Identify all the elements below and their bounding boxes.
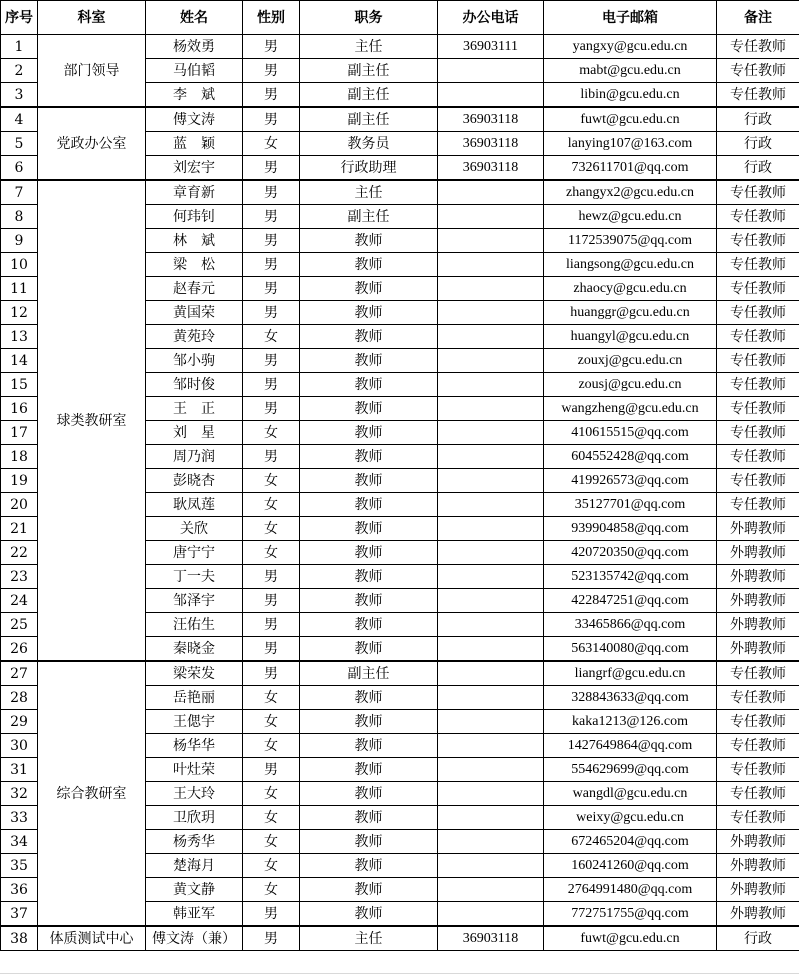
cell-position[interactable]: 教师 xyxy=(300,637,438,662)
cell-no[interactable]: 4 xyxy=(1,107,38,132)
cell-no[interactable]: 16 xyxy=(1,397,38,421)
cell-note[interactable]: 行政 xyxy=(717,926,799,951)
cell-position[interactable]: 教师 xyxy=(300,469,438,493)
cell-name[interactable]: 耿凤莲 xyxy=(146,493,243,517)
cell-gender[interactable]: 男 xyxy=(243,445,300,469)
cell-email[interactable]: 410615515@qq.com xyxy=(544,421,717,445)
cell-gender[interactable]: 女 xyxy=(243,806,300,830)
cell-no[interactable]: 25 xyxy=(1,613,38,637)
cell-phone[interactable] xyxy=(438,373,544,397)
cell-gender[interactable]: 男 xyxy=(243,758,300,782)
cell-email[interactable]: 328843633@qq.com xyxy=(544,686,717,710)
cell-phone[interactable] xyxy=(438,830,544,854)
header-cell-note[interactable]: 备注 xyxy=(717,1,799,35)
cell-name[interactable]: 李 斌 xyxy=(146,83,243,108)
cell-gender[interactable]: 男 xyxy=(243,83,300,108)
cell-phone[interactable] xyxy=(438,205,544,229)
cell-phone[interactable] xyxy=(438,854,544,878)
cell-position[interactable]: 教师 xyxy=(300,565,438,589)
cell-email[interactable]: 1427649864@qq.com xyxy=(544,734,717,758)
cell-gender[interactable]: 男 xyxy=(243,205,300,229)
cell-note[interactable]: 外聘教师 xyxy=(717,830,799,854)
cell-phone[interactable]: 36903118 xyxy=(438,926,544,951)
cell-email[interactable]: 420720350@qq.com xyxy=(544,541,717,565)
cell-note[interactable]: 外聘教师 xyxy=(717,902,799,927)
cell-no[interactable]: 21 xyxy=(1,517,38,541)
cell-note[interactable]: 专任教师 xyxy=(717,806,799,830)
cell-phone[interactable] xyxy=(438,589,544,613)
cell-email[interactable]: fuwt@gcu.edu.cn xyxy=(544,107,717,132)
cell-position[interactable]: 教师 xyxy=(300,710,438,734)
cell-no[interactable]: 23 xyxy=(1,565,38,589)
cell-note[interactable]: 专任教师 xyxy=(717,493,799,517)
cell-no[interactable]: 8 xyxy=(1,205,38,229)
cell-phone[interactable] xyxy=(438,637,544,662)
cell-name[interactable]: 岳艳丽 xyxy=(146,686,243,710)
cell-gender[interactable]: 女 xyxy=(243,325,300,349)
cell-gender[interactable]: 男 xyxy=(243,59,300,83)
cell-no[interactable]: 6 xyxy=(1,156,38,181)
cell-name[interactable]: 黄文静 xyxy=(146,878,243,902)
cell-note[interactable]: 行政 xyxy=(717,156,799,181)
cell-gender[interactable]: 男 xyxy=(243,661,300,686)
cell-name[interactable]: 赵春元 xyxy=(146,277,243,301)
cell-email[interactable]: mabt@gcu.edu.cn xyxy=(544,59,717,83)
cell-gender[interactable]: 男 xyxy=(243,277,300,301)
cell-no[interactable]: 13 xyxy=(1,325,38,349)
table-row xyxy=(1,35,799,59)
cell-name[interactable]: 杨华华 xyxy=(146,734,243,758)
cell-gender[interactable]: 男 xyxy=(243,253,300,277)
cell-position[interactable]: 教师 xyxy=(300,349,438,373)
cell-no[interactable]: 37 xyxy=(1,902,38,927)
table-row xyxy=(1,107,799,132)
cell-gender[interactable]: 女 xyxy=(243,854,300,878)
cell-no[interactable]: 7 xyxy=(1,180,38,205)
cell-note[interactable]: 专任教师 xyxy=(717,373,799,397)
cell-email[interactable]: 523135742@qq.com xyxy=(544,565,717,589)
cell-no[interactable]: 22 xyxy=(1,541,38,565)
cell-phone[interactable] xyxy=(438,421,544,445)
cell-position[interactable]: 教师 xyxy=(300,301,438,325)
cell-name[interactable]: 关欣 xyxy=(146,517,243,541)
cell-position[interactable]: 教师 xyxy=(300,541,438,565)
cell-no[interactable]: 2 xyxy=(1,59,38,83)
cell-gender[interactable]: 男 xyxy=(243,301,300,325)
cell-no[interactable]: 3 xyxy=(1,83,38,108)
cell-email[interactable]: zousj@gcu.edu.cn xyxy=(544,373,717,397)
cell-position[interactable]: 主任 xyxy=(300,35,438,59)
cell-no[interactable]: 31 xyxy=(1,758,38,782)
cell-email[interactable]: 1172539075@qq.com xyxy=(544,229,717,253)
cell-email[interactable]: lanying107@163.com xyxy=(544,132,717,156)
cell-note[interactable]: 行政 xyxy=(717,132,799,156)
cell-no[interactable]: 5 xyxy=(1,132,38,156)
cell-gender[interactable]: 男 xyxy=(243,613,300,637)
cell-note[interactable]: 专任教师 xyxy=(717,782,799,806)
cell-email[interactable]: 419926573@qq.com xyxy=(544,469,717,493)
cell-dept[interactable]: 部门领导 xyxy=(38,35,146,108)
cell-no[interactable]: 30 xyxy=(1,734,38,758)
cell-email[interactable]: huanggr@gcu.edu.cn xyxy=(544,301,717,325)
cell-no[interactable]: 12 xyxy=(1,301,38,325)
cell-note[interactable]: 专任教师 xyxy=(717,661,799,686)
cell-position[interactable]: 教师 xyxy=(300,253,438,277)
cell-phone[interactable]: 36903111 xyxy=(438,35,544,59)
cell-email[interactable]: 33465866@qq.com xyxy=(544,613,717,637)
cell-email[interactable]: 554629699@qq.com xyxy=(544,758,717,782)
cell-email[interactable]: 35127701@qq.com xyxy=(544,493,717,517)
cell-note[interactable]: 外聘教师 xyxy=(717,517,799,541)
cell-phone[interactable] xyxy=(438,517,544,541)
cell-phone[interactable] xyxy=(438,806,544,830)
cell-no[interactable]: 9 xyxy=(1,229,38,253)
cell-position[interactable]: 教师 xyxy=(300,782,438,806)
cell-no[interactable]: 17 xyxy=(1,421,38,445)
cell-position[interactable]: 教师 xyxy=(300,229,438,253)
cell-phone[interactable] xyxy=(438,902,544,927)
cell-no[interactable]: 32 xyxy=(1,782,38,806)
cell-note[interactable]: 外聘教师 xyxy=(717,854,799,878)
cell-name[interactable]: 王偲宇 xyxy=(146,710,243,734)
cell-name[interactable]: 黄苑玲 xyxy=(146,325,243,349)
header-cell-name[interactable]: 姓名 xyxy=(146,1,243,35)
cell-position[interactable]: 副主任 xyxy=(300,83,438,108)
cell-no[interactable]: 10 xyxy=(1,253,38,277)
cell-note[interactable]: 专任教师 xyxy=(717,205,799,229)
cell-name[interactable]: 周乃润 xyxy=(146,445,243,469)
cell-phone[interactable]: 36903118 xyxy=(438,132,544,156)
cell-email[interactable]: 939904858@qq.com xyxy=(544,517,717,541)
cell-note[interactable]: 外聘教师 xyxy=(717,637,799,662)
header-cell-position[interactable]: 职务 xyxy=(300,1,438,35)
cell-position[interactable]: 副主任 xyxy=(300,59,438,83)
header-row xyxy=(1,1,799,35)
cell-phone[interactable] xyxy=(438,710,544,734)
cell-email[interactable]: 672465204@qq.com xyxy=(544,830,717,854)
cell-no[interactable]: 29 xyxy=(1,710,38,734)
cell-phone[interactable] xyxy=(438,565,544,589)
cell-note[interactable]: 专任教师 xyxy=(717,277,799,301)
cell-gender[interactable]: 男 xyxy=(243,373,300,397)
cell-email[interactable]: 2764991480@qq.com xyxy=(544,878,717,902)
cell-phone[interactable] xyxy=(438,469,544,493)
cell-phone[interactable] xyxy=(438,180,544,205)
cell-note[interactable]: 专任教师 xyxy=(717,710,799,734)
cell-name[interactable]: 邹小驹 xyxy=(146,349,243,373)
cell-gender[interactable]: 男 xyxy=(243,107,300,132)
cell-email[interactable]: wangdl@gcu.edu.cn xyxy=(544,782,717,806)
cell-phone[interactable] xyxy=(438,613,544,637)
cell-email[interactable]: huangyl@gcu.edu.cn xyxy=(544,325,717,349)
cell-phone[interactable] xyxy=(438,253,544,277)
cell-name[interactable]: 章育新 xyxy=(146,180,243,205)
cell-gender[interactable]: 男 xyxy=(243,926,300,951)
cell-position[interactable]: 主任 xyxy=(300,926,438,951)
cell-gender[interactable]: 男 xyxy=(243,397,300,421)
cell-no[interactable]: 20 xyxy=(1,493,38,517)
cell-email[interactable]: 772751755@qq.com xyxy=(544,902,717,927)
cell-gender[interactable]: 男 xyxy=(243,565,300,589)
table-body xyxy=(1,35,799,951)
cell-phone[interactable]: 36903118 xyxy=(438,107,544,132)
table-row xyxy=(1,180,799,205)
cell-name[interactable]: 梁荣发 xyxy=(146,661,243,686)
cell-name[interactable]: 汪佑生 xyxy=(146,613,243,637)
cell-gender[interactable]: 男 xyxy=(243,35,300,59)
cell-name[interactable]: 何玮钊 xyxy=(146,205,243,229)
cell-phone[interactable] xyxy=(438,878,544,902)
cell-position[interactable]: 副主任 xyxy=(300,661,438,686)
cell-note[interactable]: 外聘教师 xyxy=(717,589,799,613)
cell-note[interactable]: 专任教师 xyxy=(717,421,799,445)
cell-name[interactable]: 梁 松 xyxy=(146,253,243,277)
cell-phone[interactable] xyxy=(438,445,544,469)
cell-note[interactable]: 专任教师 xyxy=(717,686,799,710)
cell-dept[interactable]: 体质测试中心 xyxy=(38,926,146,951)
cell-gender[interactable]: 女 xyxy=(243,734,300,758)
cell-email[interactable]: 732611701@qq.com xyxy=(544,156,717,181)
cell-email[interactable]: hewz@gcu.edu.cn xyxy=(544,205,717,229)
cell-dept[interactable]: 综合教研室 xyxy=(38,661,146,926)
cell-name[interactable]: 黄国荣 xyxy=(146,301,243,325)
cell-email[interactable]: libin@gcu.edu.cn xyxy=(544,83,717,108)
cell-note[interactable]: 外聘教师 xyxy=(717,613,799,637)
cell-gender[interactable]: 男 xyxy=(243,589,300,613)
cell-email[interactable]: kaka1213@126.com xyxy=(544,710,717,734)
cell-phone[interactable] xyxy=(438,349,544,373)
cell-gender[interactable]: 女 xyxy=(243,493,300,517)
cell-phone[interactable] xyxy=(438,229,544,253)
cell-note[interactable]: 专任教师 xyxy=(717,758,799,782)
cell-note[interactable]: 专任教师 xyxy=(717,469,799,493)
cell-gender[interactable]: 女 xyxy=(243,878,300,902)
cell-phone[interactable]: 36903118 xyxy=(438,156,544,181)
cell-no[interactable]: 11 xyxy=(1,277,38,301)
cell-gender[interactable]: 女 xyxy=(243,469,300,493)
cell-gender[interactable]: 男 xyxy=(243,180,300,205)
cell-note[interactable]: 外聘教师 xyxy=(717,878,799,902)
cell-no[interactable]: 34 xyxy=(1,830,38,854)
cell-note[interactable]: 专任教师 xyxy=(717,349,799,373)
cell-phone[interactable] xyxy=(438,541,544,565)
cell-no[interactable]: 14 xyxy=(1,349,38,373)
cell-phone[interactable] xyxy=(438,758,544,782)
cell-phone[interactable] xyxy=(438,782,544,806)
cell-dept[interactable]: 党政办公室 xyxy=(38,107,146,180)
cell-email[interactable]: 160241260@qq.com xyxy=(544,854,717,878)
cell-email[interactable]: liangrf@gcu.edu.cn xyxy=(544,661,717,686)
cell-no[interactable]: 18 xyxy=(1,445,38,469)
cell-position[interactable]: 教师 xyxy=(300,277,438,301)
cell-no[interactable]: 26 xyxy=(1,637,38,662)
cell-no[interactable]: 15 xyxy=(1,373,38,397)
cell-position[interactable]: 副主任 xyxy=(300,107,438,132)
header-cell-dept[interactable]: 科室 xyxy=(38,1,146,35)
cell-email[interactable]: zhaocy@gcu.edu.cn xyxy=(544,277,717,301)
cell-phone[interactable] xyxy=(438,301,544,325)
cell-name[interactable]: 丁一夫 xyxy=(146,565,243,589)
cell-gender[interactable]: 男 xyxy=(243,902,300,927)
cell-name[interactable]: 楚海月 xyxy=(146,854,243,878)
header-cell-phone[interactable]: 办公电话 xyxy=(438,1,544,35)
cell-email[interactable]: 563140080@qq.com xyxy=(544,637,717,662)
cell-note[interactable]: 专任教师 xyxy=(717,229,799,253)
cell-dept[interactable]: 球类教研室 xyxy=(38,180,146,661)
cell-email[interactable]: zhangyx2@gcu.edu.cn xyxy=(544,180,717,205)
cell-note[interactable]: 专任教师 xyxy=(717,445,799,469)
cell-gender[interactable]: 女 xyxy=(243,830,300,854)
cell-position[interactable]: 教师 xyxy=(300,613,438,637)
cell-phone[interactable] xyxy=(438,686,544,710)
cell-position[interactable]: 教师 xyxy=(300,517,438,541)
cell-note[interactable]: 专任教师 xyxy=(717,397,799,421)
cell-gender[interactable]: 女 xyxy=(243,517,300,541)
cell-position[interactable]: 教师 xyxy=(300,806,438,830)
cell-name[interactable]: 唐宁宁 xyxy=(146,541,243,565)
cell-gender[interactable]: 男 xyxy=(243,156,300,181)
cell-note[interactable]: 专任教师 xyxy=(717,59,799,83)
cell-note[interactable]: 专任教师 xyxy=(717,301,799,325)
cell-no[interactable]: 19 xyxy=(1,469,38,493)
cell-name[interactable]: 傅文涛 xyxy=(146,107,243,132)
cell-email[interactable]: zouxj@gcu.edu.cn xyxy=(544,349,717,373)
cell-email[interactable]: yangxy@gcu.edu.cn xyxy=(544,35,717,59)
cell-no[interactable]: 27 xyxy=(1,661,38,686)
cell-note[interactable]: 专任教师 xyxy=(717,180,799,205)
cell-gender[interactable]: 女 xyxy=(243,686,300,710)
cell-note[interactable]: 专任教师 xyxy=(717,325,799,349)
cell-phone[interactable] xyxy=(438,734,544,758)
cell-position[interactable]: 教师 xyxy=(300,397,438,421)
cell-gender[interactable]: 女 xyxy=(243,710,300,734)
cell-position[interactable]: 行政助理 xyxy=(300,156,438,181)
cell-name[interactable]: 邹泽宇 xyxy=(146,589,243,613)
cell-gender[interactable]: 女 xyxy=(243,541,300,565)
cell-no[interactable]: 33 xyxy=(1,806,38,830)
cell-no[interactable]: 35 xyxy=(1,854,38,878)
cell-name[interactable]: 马伯韬 xyxy=(146,59,243,83)
header-cell-email[interactable]: 电子邮箱 xyxy=(544,1,717,35)
empty-gridline xyxy=(0,973,799,974)
cell-position[interactable]: 教师 xyxy=(300,758,438,782)
cell-phone[interactable] xyxy=(438,277,544,301)
cell-position[interactable]: 教师 xyxy=(300,902,438,927)
cell-name[interactable]: 叶灶荣 xyxy=(146,758,243,782)
cell-position[interactable]: 教师 xyxy=(300,373,438,397)
cell-position[interactable]: 教师 xyxy=(300,421,438,445)
cell-gender[interactable]: 男 xyxy=(243,637,300,662)
cell-note[interactable]: 外聘教师 xyxy=(717,541,799,565)
cell-phone[interactable] xyxy=(438,661,544,686)
cell-position[interactable]: 教师 xyxy=(300,686,438,710)
cell-no[interactable]: 28 xyxy=(1,686,38,710)
cell-note[interactable]: 专任教师 xyxy=(717,734,799,758)
cell-name[interactable]: 王大玲 xyxy=(146,782,243,806)
table-row xyxy=(1,661,799,686)
cell-phone[interactable] xyxy=(438,325,544,349)
cell-name[interactable]: 傅文涛（兼） xyxy=(146,926,243,951)
cell-phone[interactable] xyxy=(438,397,544,421)
cell-position[interactable]: 教师 xyxy=(300,493,438,517)
cell-no[interactable]: 1 xyxy=(1,35,38,59)
cell-position[interactable]: 教师 xyxy=(300,734,438,758)
cell-position[interactable]: 教务员 xyxy=(300,132,438,156)
cell-email[interactable]: liangsong@gcu.edu.cn xyxy=(544,253,717,277)
cell-name[interactable]: 杨秀华 xyxy=(146,830,243,854)
cell-no[interactable]: 24 xyxy=(1,589,38,613)
cell-name[interactable]: 蓝 颖 xyxy=(146,132,243,156)
cell-name[interactable]: 彭晓杏 xyxy=(146,469,243,493)
cell-note[interactable]: 专任教师 xyxy=(717,35,799,59)
cell-name[interactable]: 邹时俊 xyxy=(146,373,243,397)
cell-email[interactable]: fuwt@gcu.edu.cn xyxy=(544,926,717,951)
cell-gender[interactable]: 女 xyxy=(243,782,300,806)
cell-no[interactable]: 36 xyxy=(1,878,38,902)
cell-note[interactable]: 外聘教师 xyxy=(717,565,799,589)
cell-email[interactable]: 422847251@qq.com xyxy=(544,589,717,613)
header-cell-gender[interactable]: 性别 xyxy=(243,1,300,35)
cell-note[interactable]: 专任教师 xyxy=(717,83,799,108)
cell-position[interactable]: 教师 xyxy=(300,589,438,613)
cell-phone[interactable] xyxy=(438,83,544,108)
cell-name[interactable]: 刘 星 xyxy=(146,421,243,445)
cell-name[interactable]: 韩亚军 xyxy=(146,902,243,927)
cell-position[interactable]: 教师 xyxy=(300,325,438,349)
cell-name[interactable]: 卫欣玥 xyxy=(146,806,243,830)
header-cell-no[interactable]: 序号 xyxy=(1,1,38,35)
cell-gender[interactable]: 女 xyxy=(243,421,300,445)
cell-position[interactable]: 主任 xyxy=(300,180,438,205)
cell-position[interactable]: 教师 xyxy=(300,830,438,854)
cell-email[interactable]: weixy@gcu.edu.cn xyxy=(544,806,717,830)
cell-position[interactable]: 教师 xyxy=(300,854,438,878)
cell-gender[interactable]: 男 xyxy=(243,349,300,373)
cell-note[interactable]: 专任教师 xyxy=(717,253,799,277)
cell-position[interactable]: 教师 xyxy=(300,445,438,469)
cell-gender[interactable]: 女 xyxy=(243,132,300,156)
cell-position[interactable]: 副主任 xyxy=(300,205,438,229)
cell-note[interactable]: 行政 xyxy=(717,107,799,132)
cell-email[interactable]: 604552428@qq.com xyxy=(544,445,717,469)
cell-phone[interactable] xyxy=(438,59,544,83)
cell-name[interactable]: 王 正 xyxy=(146,397,243,421)
cell-name[interactable]: 秦晓金 xyxy=(146,637,243,662)
cell-position[interactable]: 教师 xyxy=(300,878,438,902)
cell-no[interactable]: 38 xyxy=(1,926,38,951)
cell-name[interactable]: 林 斌 xyxy=(146,229,243,253)
cell-email[interactable]: wangzheng@gcu.edu.cn xyxy=(544,397,717,421)
table-row xyxy=(1,926,799,951)
cell-name[interactable]: 杨效勇 xyxy=(146,35,243,59)
cell-name[interactable]: 刘宏宇 xyxy=(146,156,243,181)
cell-gender[interactable]: 男 xyxy=(243,229,300,253)
cell-phone[interactable] xyxy=(438,493,544,517)
